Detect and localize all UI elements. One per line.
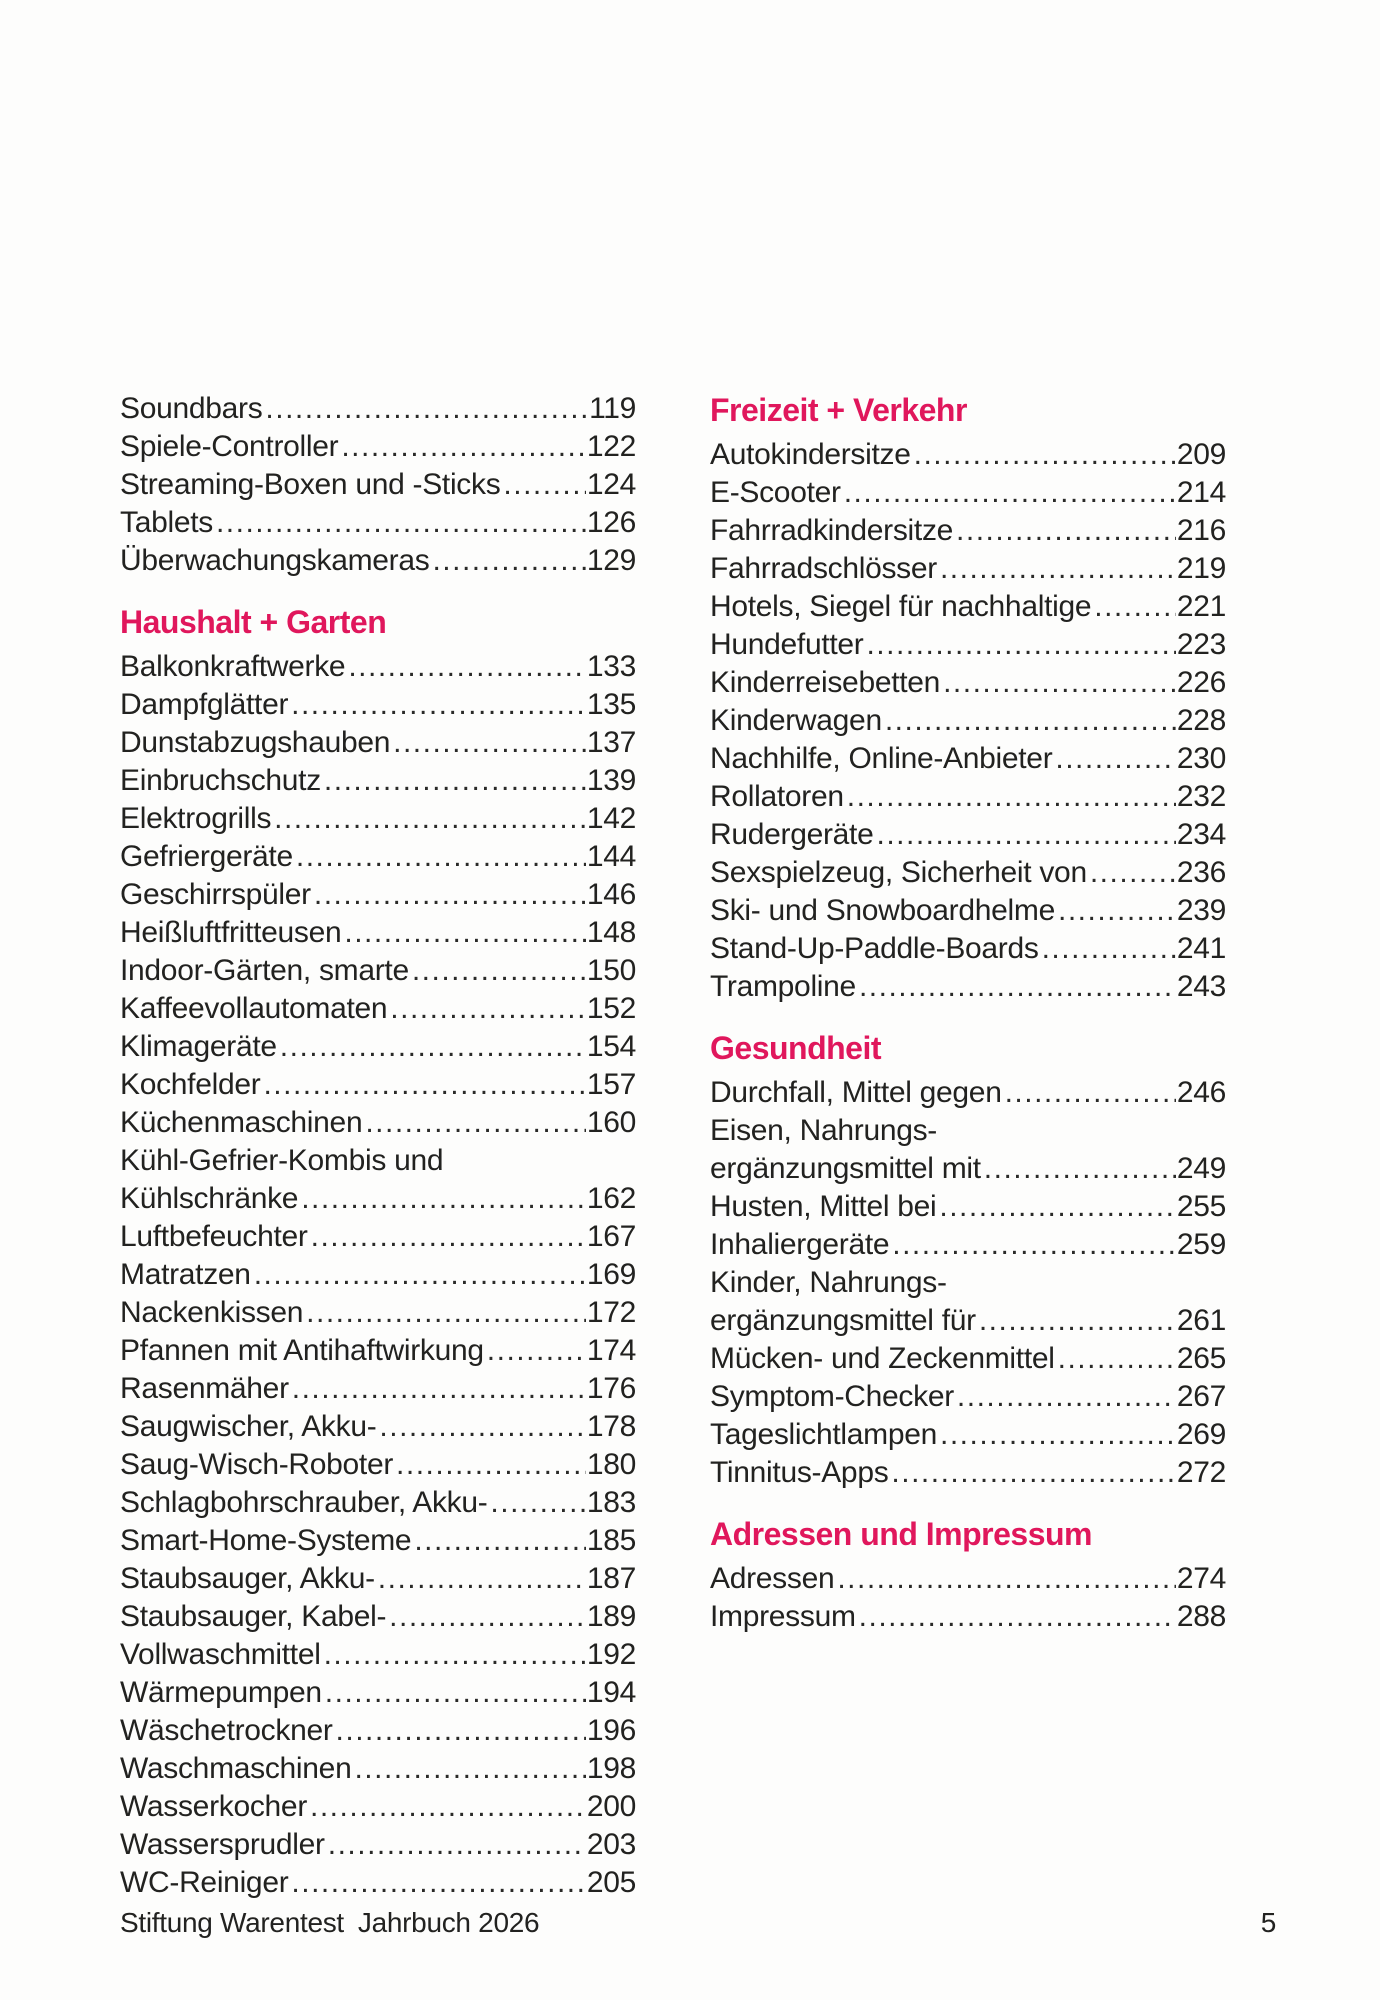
toc-entry: [710, 512, 1226, 550]
toc-entry: [120, 762, 636, 800]
toc-dot-leader: [365, 1104, 586, 1142]
toc-entry-label: Überwachungskameras: [120, 544, 430, 577]
toc-entry-label: Kaffeevollautomaten: [120, 992, 388, 1025]
toc-entry-page: 216: [1176, 514, 1226, 547]
toc-dot-leader: [1055, 740, 1175, 778]
toc-dot-leader: [311, 1218, 586, 1256]
toc-section: [710, 390, 1226, 1006]
toc-entry: [120, 1218, 636, 1256]
toc-entry-label: WC-Reiniger: [120, 1866, 289, 1899]
toc-section: [710, 1514, 1226, 1636]
toc-entry: [120, 1750, 636, 1788]
toc-dot-leader: [1042, 930, 1176, 968]
toc-entry-page: 228: [1176, 704, 1226, 737]
toc-column: [120, 390, 636, 1902]
toc-entry-page: 223: [1176, 628, 1226, 661]
toc-entry-page: 194: [586, 1676, 636, 1709]
toc-entry-label: Trampoline: [710, 970, 856, 1003]
toc-entry-label: Fahrradkindersitze: [710, 514, 954, 547]
toc-dot-leader: [1005, 1074, 1176, 1112]
toc-entry: [710, 1340, 1226, 1378]
toc-dot-leader: [265, 390, 588, 428]
toc-entry-page: 124: [586, 468, 636, 501]
toc-entry-label: Dunstabzugshauben: [120, 726, 391, 759]
toc-dot-leader: [254, 1256, 586, 1294]
toc-dot-leader: [1090, 854, 1176, 892]
toc-entry: [710, 702, 1226, 740]
toc-entry: [710, 1378, 1226, 1416]
toc-dot-leader: [1058, 1340, 1176, 1378]
toc-entry-page: 241: [1176, 932, 1226, 965]
toc-entry-page: 174: [586, 1334, 636, 1367]
toc-entry: [120, 914, 636, 952]
toc-entry-page: 205: [586, 1866, 636, 1899]
toc-entry: [120, 990, 636, 1028]
toc-dot-leader: [414, 1522, 586, 1560]
toc-entry-page: 249: [1176, 1152, 1226, 1185]
toc-entry-page: 234: [1176, 818, 1226, 851]
toc-entry: [120, 1370, 636, 1408]
toc-entry-label: Durchfall, Mittel gegen: [710, 1076, 1002, 1109]
toc-entry-label: Kochfelder: [120, 1068, 261, 1101]
toc-entry-page: 126: [586, 506, 636, 539]
section-heading: Gesundheit: [710, 1030, 882, 1066]
toc-entry-page: 129: [586, 544, 636, 577]
toc-entry: [710, 1560, 1226, 1598]
toc-entry-page: 226: [1176, 666, 1226, 699]
toc-entry-page: 192: [586, 1638, 636, 1671]
toc-entry-label: ergänzungsmittel für: [710, 1304, 976, 1337]
toc-dot-leader: [301, 1180, 586, 1218]
toc-dot-leader: [291, 1864, 585, 1902]
toc-dot-leader: [341, 428, 586, 466]
toc-entry: [120, 1066, 636, 1104]
toc-entry: [710, 1454, 1226, 1492]
toc-entry: [120, 542, 636, 580]
toc-dot-leader: [378, 1560, 586, 1598]
toc-dot-leader: [324, 762, 586, 800]
toc-entry-page: 146: [586, 878, 636, 911]
toc-entry: [120, 1256, 636, 1294]
toc-dot-leader: [503, 466, 585, 504]
toc-entry-page: 196: [586, 1714, 636, 1747]
toc-entry-page: 133: [586, 650, 636, 683]
toc-dot-leader: [306, 1294, 586, 1332]
toc-entry: [120, 504, 636, 542]
toc-dot-leader: [847, 778, 1176, 816]
toc-entry-page: 187: [586, 1562, 636, 1595]
toc-entry-page: 152: [586, 992, 636, 1025]
toc-dot-leader: [957, 1378, 1176, 1416]
toc-entry: [120, 428, 636, 466]
toc-entry: [710, 968, 1226, 1006]
toc-entry-page: 274: [1176, 1562, 1226, 1595]
toc-entry-page: 267: [1176, 1380, 1226, 1413]
toc-entry-page: 243: [1176, 970, 1226, 1003]
toc-entry: [120, 1636, 636, 1674]
toc-dot-leader: [412, 952, 586, 990]
toc-entry-page: 178: [586, 1410, 636, 1443]
toc-entry-label: Küchenmaschinen: [120, 1106, 363, 1139]
toc-dot-leader: [892, 1226, 1176, 1264]
toc-dot-leader: [354, 1750, 585, 1788]
toc-entry: [120, 466, 636, 504]
toc-entry: [120, 876, 636, 914]
toc-entry-page: 288: [1176, 1600, 1226, 1633]
toc-entry-label: Geschirrspüler: [120, 878, 311, 911]
toc-entry-label: Staubsauger, Akku-: [120, 1562, 375, 1595]
toc-dot-leader: [956, 512, 1176, 550]
toc-entry: [710, 1416, 1226, 1454]
toc-entry-page: 214: [1176, 476, 1226, 509]
toc-entry-label: Klimageräte: [120, 1030, 277, 1063]
toc-entry-label: Kinderreisebetten: [710, 666, 941, 699]
toc-dot-leader: [891, 1454, 1175, 1492]
toc-entry: [120, 1446, 636, 1484]
toc-entry: [710, 930, 1226, 968]
toc-dot-leader: [914, 436, 1176, 474]
toc-entry: [120, 1712, 636, 1750]
toc-entry: [120, 724, 636, 762]
toc-entry: [120, 1142, 636, 1180]
toc-entry-label: Eisen, Nahrungs-: [710, 1114, 937, 1147]
toc-entry-page: 180: [586, 1448, 636, 1481]
toc-entry-label: Dampfglätter: [120, 688, 289, 721]
section-heading: Adressen und Impressum: [710, 1516, 1092, 1552]
toc-dot-leader: [984, 1150, 1176, 1188]
toc-dot-leader: [216, 504, 586, 542]
toc-entry: [120, 1864, 636, 1902]
toc-dot-leader: [1094, 588, 1176, 626]
toc-entry-page: 209: [1176, 438, 1226, 471]
toc-entry-label: Hundefutter: [710, 628, 864, 661]
toc-entry-page: 122: [586, 430, 636, 463]
toc-entry-label: Streaming-Boxen und -Sticks: [120, 468, 501, 501]
toc-entry-page: 135: [586, 688, 636, 721]
toc-entry: [120, 1180, 636, 1218]
toc-entry-page: 269: [1176, 1418, 1226, 1451]
toc-columns: [120, 390, 1226, 1902]
toc-entry: [710, 1112, 1226, 1150]
toc-entry-label: Einbruchschutz: [120, 764, 321, 797]
toc-entry: [120, 1332, 636, 1370]
toc-section: [710, 1028, 1226, 1492]
toc-entry-label: Balkonkraftwerke: [120, 650, 346, 683]
toc-entry-page: 162: [586, 1182, 636, 1215]
page-footer: [120, 1906, 1276, 1940]
toc-entry-page: 172: [586, 1296, 636, 1329]
toc-dot-leader: [859, 968, 1176, 1006]
toc-dot-leader: [859, 1598, 1176, 1636]
toc-entry: [120, 1522, 636, 1560]
toc-entry-page: 189: [586, 1600, 636, 1633]
toc-entry-page: 200: [586, 1790, 636, 1823]
toc-entry-label: Elektrogrills: [120, 802, 272, 835]
toc-entry-label: Kinder, Nahrungs-: [710, 1266, 947, 1299]
toc-dot-leader: [328, 1826, 586, 1864]
toc-entry-label: Nackenkissen: [120, 1296, 304, 1329]
toc-entry-page: 176: [586, 1372, 636, 1405]
toc-dot-leader: [389, 1598, 586, 1636]
toc-entry: [710, 1188, 1226, 1226]
toc-entry-label: Kühl-Gefrier-Kombis und: [120, 1144, 444, 1177]
toc-entry-label: Wäschetrockner: [120, 1714, 333, 1747]
toc-entry-page: 261: [1176, 1304, 1226, 1337]
toc-entry-label: Kühlschränke: [120, 1182, 299, 1215]
toc-entry-page: 142: [586, 802, 636, 835]
toc-entry-label: Tablets: [120, 506, 213, 539]
toc-entry-label: Autokindersitze: [710, 438, 911, 471]
toc-entry-page: 169: [586, 1258, 636, 1291]
toc-entry-page: 157: [586, 1068, 636, 1101]
toc-dot-leader: [837, 1560, 1176, 1598]
toc-entry-label: Rasenmäher: [120, 1372, 289, 1405]
toc-entry: [710, 664, 1226, 702]
page-number: 5: [1260, 1907, 1276, 1938]
toc-entry-label: Fahrradschlösser: [710, 552, 937, 585]
toc-entry-page: 219: [1176, 552, 1226, 585]
toc-entry-label: Tageslichtlampen: [710, 1418, 937, 1451]
toc-dot-leader: [291, 686, 586, 724]
toc-entry-label: Sexspielzeug, Sicherheit von: [710, 856, 1087, 889]
toc-entry-label: Indoor-Gärten, smarte: [120, 954, 409, 987]
toc-entry-label: Pfannen mit Antihaftwirkung: [120, 1334, 484, 1367]
toc-entry-page: 150: [586, 954, 636, 987]
toc-entry-label: Vollwaschmittel: [120, 1638, 321, 1671]
toc-dot-leader: [296, 838, 586, 876]
toc-entry: [120, 1560, 636, 1598]
toc-entry: [120, 686, 636, 724]
toc-entry: [120, 648, 636, 686]
toc-dot-leader: [432, 542, 585, 580]
toc-entry: [710, 474, 1226, 512]
toc-entry-page: 255: [1176, 1190, 1226, 1223]
toc-entry-page: 272: [1176, 1456, 1226, 1489]
toc-entry-label: E-Scooter: [710, 476, 841, 509]
toc-dot-leader: [390, 990, 586, 1028]
toc-entry-label: Matratzen: [120, 1258, 251, 1291]
toc-entry-page: 236: [1176, 856, 1226, 889]
toc-entry-label: Heißluftfritteusen: [120, 916, 342, 949]
toc-entry: [710, 550, 1226, 588]
toc-entry-label: Gefriergeräte: [120, 840, 293, 873]
toc-entry: [120, 1788, 636, 1826]
toc-entry: [120, 1408, 636, 1446]
toc-dot-leader: [940, 550, 1176, 588]
toc-dot-leader: [314, 876, 586, 914]
toc-entry-label: Kinderwagen: [710, 704, 882, 737]
toc-entry-page: 203: [586, 1828, 636, 1861]
toc-dot-leader: [866, 626, 1175, 664]
toc-entry-label: Saugwischer, Akku-: [120, 1410, 377, 1443]
toc-section: [120, 602, 636, 1902]
toc-entry-label: Smart-Home-Systeme: [120, 1524, 412, 1557]
toc-entry-page: 221: [1176, 590, 1226, 623]
toc-dot-leader: [325, 1674, 586, 1712]
toc-dot-leader: [844, 474, 1176, 512]
toc-entry: [120, 800, 636, 838]
toc-entry: [710, 1598, 1226, 1636]
toc-entry-page: 246: [1176, 1076, 1226, 1109]
toc-entry-label: Staubsauger, Kabel-: [120, 1600, 387, 1633]
toc-entry: [710, 1226, 1226, 1264]
toc-entry: [710, 816, 1226, 854]
toc-dot-leader: [379, 1408, 585, 1446]
toc-entry: [710, 892, 1226, 930]
toc-entry: [120, 952, 636, 990]
toc-entry-page: 239: [1176, 894, 1226, 927]
toc-entry: [710, 778, 1226, 816]
toc-entry-label: Husten, Mittel bei: [710, 1190, 937, 1223]
toc-entry-label: Wasserkocher: [120, 1790, 308, 1823]
toc-entry-label: Inhaliergeräte: [710, 1228, 890, 1261]
toc-entry-page: 154: [586, 1030, 636, 1063]
toc-entry-page: 185: [586, 1524, 636, 1557]
toc-entry: [120, 1104, 636, 1142]
toc-dot-leader: [396, 1446, 586, 1484]
toc-entry: [120, 1028, 636, 1066]
toc-entry: [120, 1826, 636, 1864]
toc-entry-label: ergänzungsmittel mit: [710, 1152, 981, 1185]
toc-dot-leader: [1058, 892, 1176, 930]
toc-entry-page: 232: [1176, 780, 1226, 813]
toc-entry: [710, 436, 1226, 474]
toc-entry: [120, 1484, 636, 1522]
toc-entry: [710, 588, 1226, 626]
toc-entry-label: Wärmepumpen: [120, 1676, 322, 1709]
toc-entry-page: 230: [1176, 742, 1226, 775]
footer-edition: Jahrbuch 2026: [357, 1907, 540, 1938]
toc-entry-label: Schlagbohrschrauber, Akku-: [120, 1486, 488, 1519]
toc-entry-page: 139: [586, 764, 636, 797]
toc-entry-page: 119: [589, 392, 636, 425]
toc-entry-page: 160: [586, 1106, 636, 1139]
toc-entry: [710, 1074, 1226, 1112]
toc-entry-label: Hotels, Siegel für nachhaltige: [710, 590, 1092, 623]
toc-entry-page: 137: [586, 726, 636, 759]
toc-entry: [710, 1302, 1226, 1340]
toc-entry: [120, 1598, 636, 1636]
toc-entry-page: 183: [586, 1486, 636, 1519]
toc-entry-label: Luftbefeuchter: [120, 1220, 308, 1253]
toc-dot-leader: [393, 724, 586, 762]
toc-entry-label: Rudergeräte: [710, 818, 874, 851]
toc-dot-leader: [344, 914, 585, 952]
toc-dot-leader: [885, 702, 1176, 740]
toc-entry-label: Stand-Up-Paddle-Boards: [710, 932, 1039, 965]
toc-entry-label: Nachhilfe, Online-Anbieter: [710, 742, 1053, 775]
toc-entry-label: Saug-Wisch-Roboter: [120, 1448, 394, 1481]
footer-publisher: Stiftung Warentest: [120, 1907, 344, 1938]
toc-entry: [710, 1150, 1226, 1188]
section-heading: Freizeit + Verkehr: [710, 392, 967, 428]
toc-dot-leader: [310, 1788, 586, 1826]
toc-dot-leader: [940, 1416, 1176, 1454]
toc-entry-label: Soundbars: [120, 392, 263, 425]
toc-dot-leader: [943, 664, 1176, 702]
toc-dot-leader: [263, 1066, 585, 1104]
toc-entry: [710, 626, 1226, 664]
toc-entry-page: 198: [586, 1752, 636, 1785]
toc-entry-label: Rollatoren: [710, 780, 844, 813]
toc-entry-label: Impressum: [710, 1600, 856, 1633]
toc-entry-label: Spiele-Controller: [120, 430, 339, 463]
toc-section: [120, 390, 636, 580]
toc-dot-leader: [876, 816, 1175, 854]
toc-dot-leader: [487, 1332, 586, 1370]
section-heading: Haushalt + Garten: [120, 604, 387, 640]
toc-entry-page: 148: [586, 916, 636, 949]
toc-entry: [710, 740, 1226, 778]
toc-entry-label: Wassersprudler: [120, 1828, 325, 1861]
toc-entry: [120, 390, 636, 428]
toc-entry-label: Ski- und Snowboardhelme: [710, 894, 1055, 927]
toc-entry-page: 144: [586, 840, 636, 873]
toc-entry: [710, 854, 1226, 892]
toc-dot-leader: [280, 1028, 586, 1066]
toc-dot-leader: [939, 1188, 1175, 1226]
toc-entry-label: Adressen: [710, 1562, 835, 1595]
toc-dot-leader: [292, 1370, 586, 1408]
toc-dot-leader: [490, 1484, 585, 1522]
toc-dot-leader: [348, 648, 586, 686]
toc-entry-label: Tinnitus-Apps: [710, 1456, 889, 1489]
toc-entry-page: 265: [1176, 1342, 1226, 1375]
toc-dot-leader: [324, 1636, 586, 1674]
toc-entry-label: Mücken- und Zeckenmittel: [710, 1342, 1055, 1375]
toc-dot-leader: [979, 1302, 1176, 1340]
toc-entry: [710, 1264, 1226, 1302]
toc-entry-label: Symptom-Checker: [710, 1380, 954, 1413]
toc-dot-leader: [336, 1712, 586, 1750]
toc-entry-page: 259: [1176, 1228, 1226, 1261]
toc-entry: [120, 1294, 636, 1332]
toc-entry-page: 167: [586, 1220, 636, 1253]
toc-dot-leader: [274, 800, 586, 838]
toc-entry: [120, 838, 636, 876]
toc-column: [710, 390, 1226, 1902]
toc-entry-label: Waschmaschinen: [120, 1752, 352, 1785]
toc-entry: [120, 1674, 636, 1712]
